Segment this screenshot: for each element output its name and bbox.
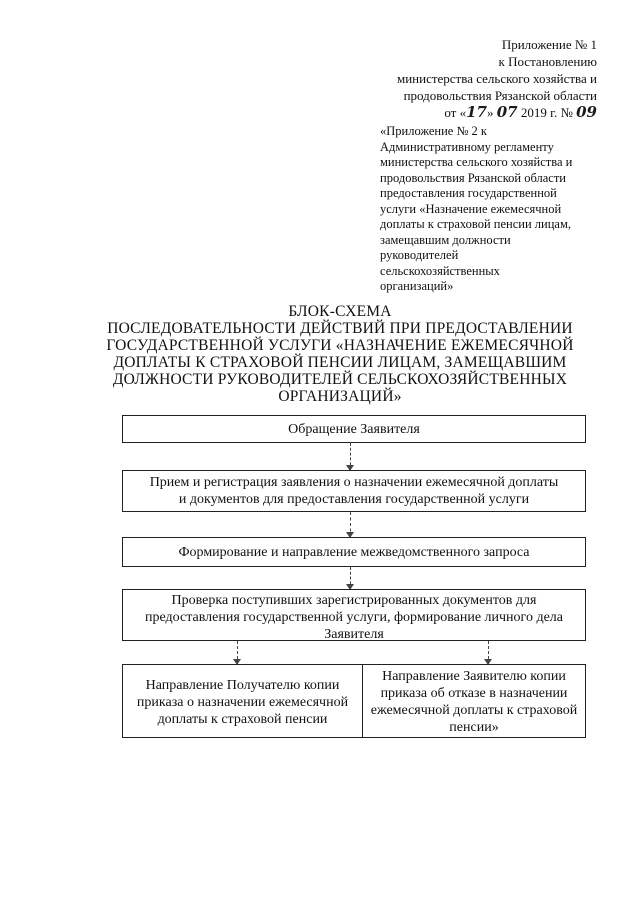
decree-date-line: от «17» 07 2019 г. № 09 [444,103,597,121]
arrow-down-icon [350,443,352,470]
appendix-reference: к Постановлению [498,54,597,69]
region-line: продовольствия Рязанской области [403,88,597,103]
handwritten-month: 07 [496,103,518,121]
flow-result-approval: Направление Получателю копии приказа о назначении ежемесячной доплаты к страховой пенсии [122,664,363,738]
handwritten-number: 09 [576,103,597,121]
arrow-down-icon [350,567,352,589]
flow-step-interagency-request: Формирование и направление межведомственного запроса [122,537,586,567]
flow-step-document-check: Проверка поступивших зарегистрированных документов для предоставления государственной услуги, формирование личного дела Заявителя [122,589,586,641]
appendix-header [387,36,597,121]
arrow-down-icon [350,512,352,537]
ministry-line: министерства сельского хозяйства и [396,71,597,86]
flow-step-application: Обращение Заявителя [122,415,586,443]
flow-result-refusal: Направление Заявителю копии приказа об отказе в назначении ежемесячной доплаты к страховой пенсии» [362,664,586,738]
flow-step-registration: Прием и регистрация заявления о назначении ежемесячной доплаты и документов для предоставления государственной услуги [122,470,586,512]
document-title: БЛОК-СХЕМА ПОСЛЕДОВАТЕЛЬНОСТИ ДЕЙСТВИЙ ПРИ ПРЕДОСТАВЛЕНИИ ГОСУДАРСТВЕННОЙ УСЛУГИ «НАЗНАЧЕНИЕ ЕЖЕМЕСЯЧНОЙ ДОПЛАТЫ К СТРАХОВОЙ ПЕНСИИ ЛИЦАМ, ЗАМЕЩАВШИМ ДОЛЖНОСТИ РУКОВОДИТЕЛЕЙ СЕЛЬСКОХОЗЯЙСТВЕННЫХ ОРГАНИЗАЦИЙ» [106,303,574,405]
regulation-reference: «Приложение № 2 к Административному регламенту министерства сельского хозяйства и продовольствия Рязанской области предоставления государственной услуги «Назначение ежемесячной доплаты к страховой пенсии лицам, замещавшим должности руководителей сельскохозяйственных организаций» [380,124,573,293]
handwritten-day: 17 [466,103,487,121]
appendix-number: Приложение № 1 [501,37,597,52]
arrow-down-icon [488,641,490,664]
arrow-down-icon [237,641,239,664]
